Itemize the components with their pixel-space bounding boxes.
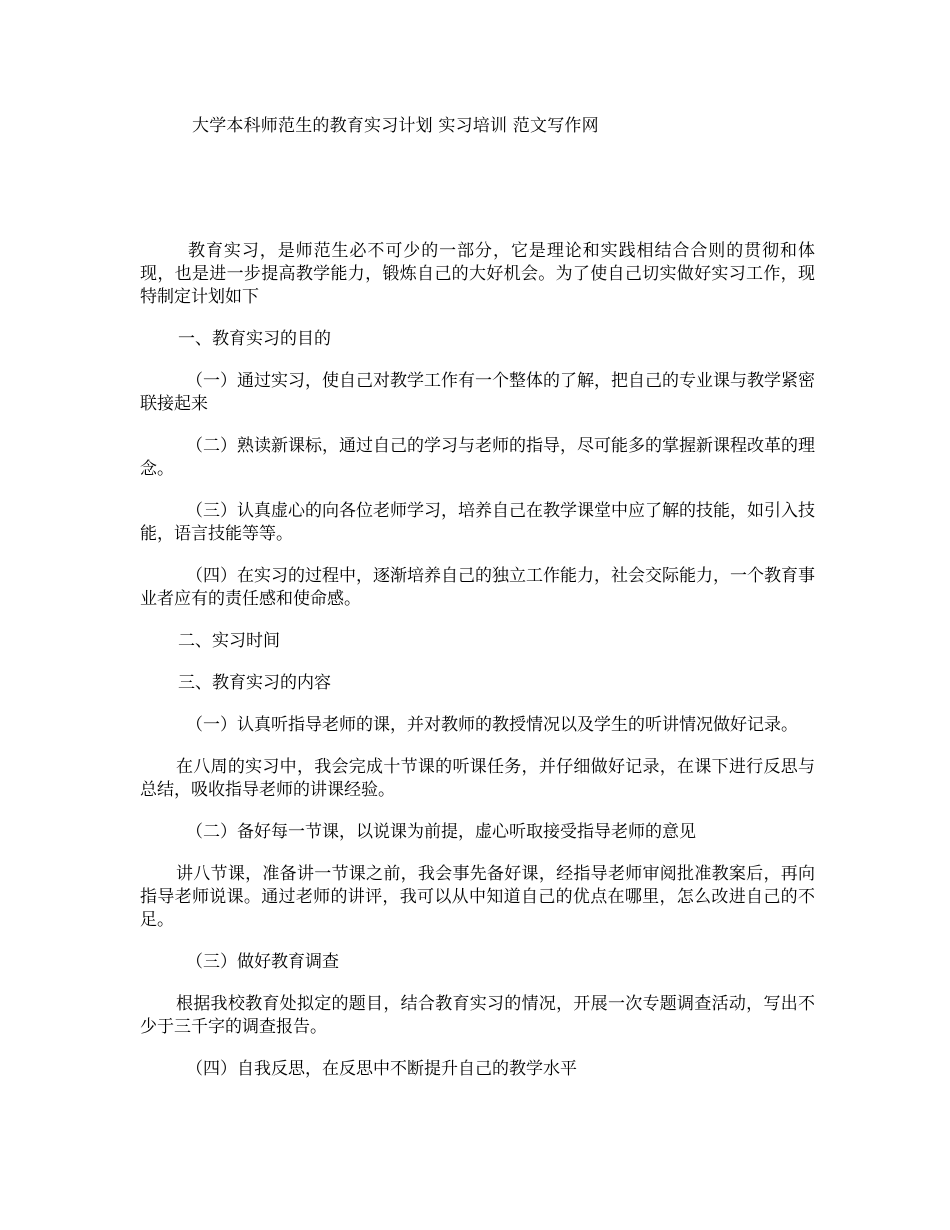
intro-paragraph: 教育实习，是师范生必不可少的一部分，它是理论和实践相结合合则的贯彻和体现，也是进一步提高教学能力，锻炼自己的大好机会。为了使自己切实做好实习工作，现特制定计划如下 <box>140 241 815 307</box>
purpose-item-4: （四）在实习的过程中，逐渐培养自己的独立工作能力，社会交际能力，一个教育事业者应有的责任感和使命感。 <box>140 566 815 609</box>
content-item-2: （二）备好每一节课，以说课为前提，虚心听取接受指导老师的意见 <box>186 822 696 842</box>
purpose-item-2: （二）熟读新课标，通过自己的学习与老师的指导，尽可能多的掌握新课程改革的理念。 <box>140 436 815 479</box>
purpose-item-1: （一）通过实习，使自己对教学工作有一个整体的了解，把自己的专业课与教学紧密联接起来 <box>140 371 815 414</box>
content-item-1: （一）认真听指导老师的课，并对教师的教授情况以及学生的听讲情况做好记录。 <box>186 715 798 735</box>
document-body <box>140 240 815 1100</box>
section-heading-content: 三、教育实习的内容 <box>178 673 331 693</box>
section-heading-time: 二、实习时间 <box>178 631 280 651</box>
content-item-2-detail: 讲八节课，准备讲一节课之前，我会事先备好课，经指导老师审阅批准教案后，再向指导老师说课。通过老师的讲评，我可以从中知道自己的优点在哪里，怎么改进自己的不足。 <box>140 864 815 930</box>
document-title: 大学本科师范生的教育实习计划 实习培训 范文写作网 <box>192 116 599 136</box>
content-item-4: （四）自我反思，在反思中不断提升自己的教学水平 <box>186 1059 577 1079</box>
section-heading-purpose: 一、教育实习的目的 <box>178 329 331 349</box>
purpose-item-3: （三）认真虚心的向各位老师学习，培养自己在教学课堂中应了解的技能，如引入技能，语言技能等等。 <box>140 501 815 544</box>
content-item-1-detail: 在八周的实习中，我会完成十节课的听课任务，并仔细做好记录，在课下进行反思与总结，吸收指导老师的讲课经验。 <box>140 757 815 800</box>
content-item-3: （三）做好教育调查 <box>186 952 339 972</box>
content-item-3-detail: 根据我校教育处拟定的题目，结合教育实习的情况，开展一次专题调查活动，写出不少于三千字的调查报告。 <box>140 994 815 1037</box>
